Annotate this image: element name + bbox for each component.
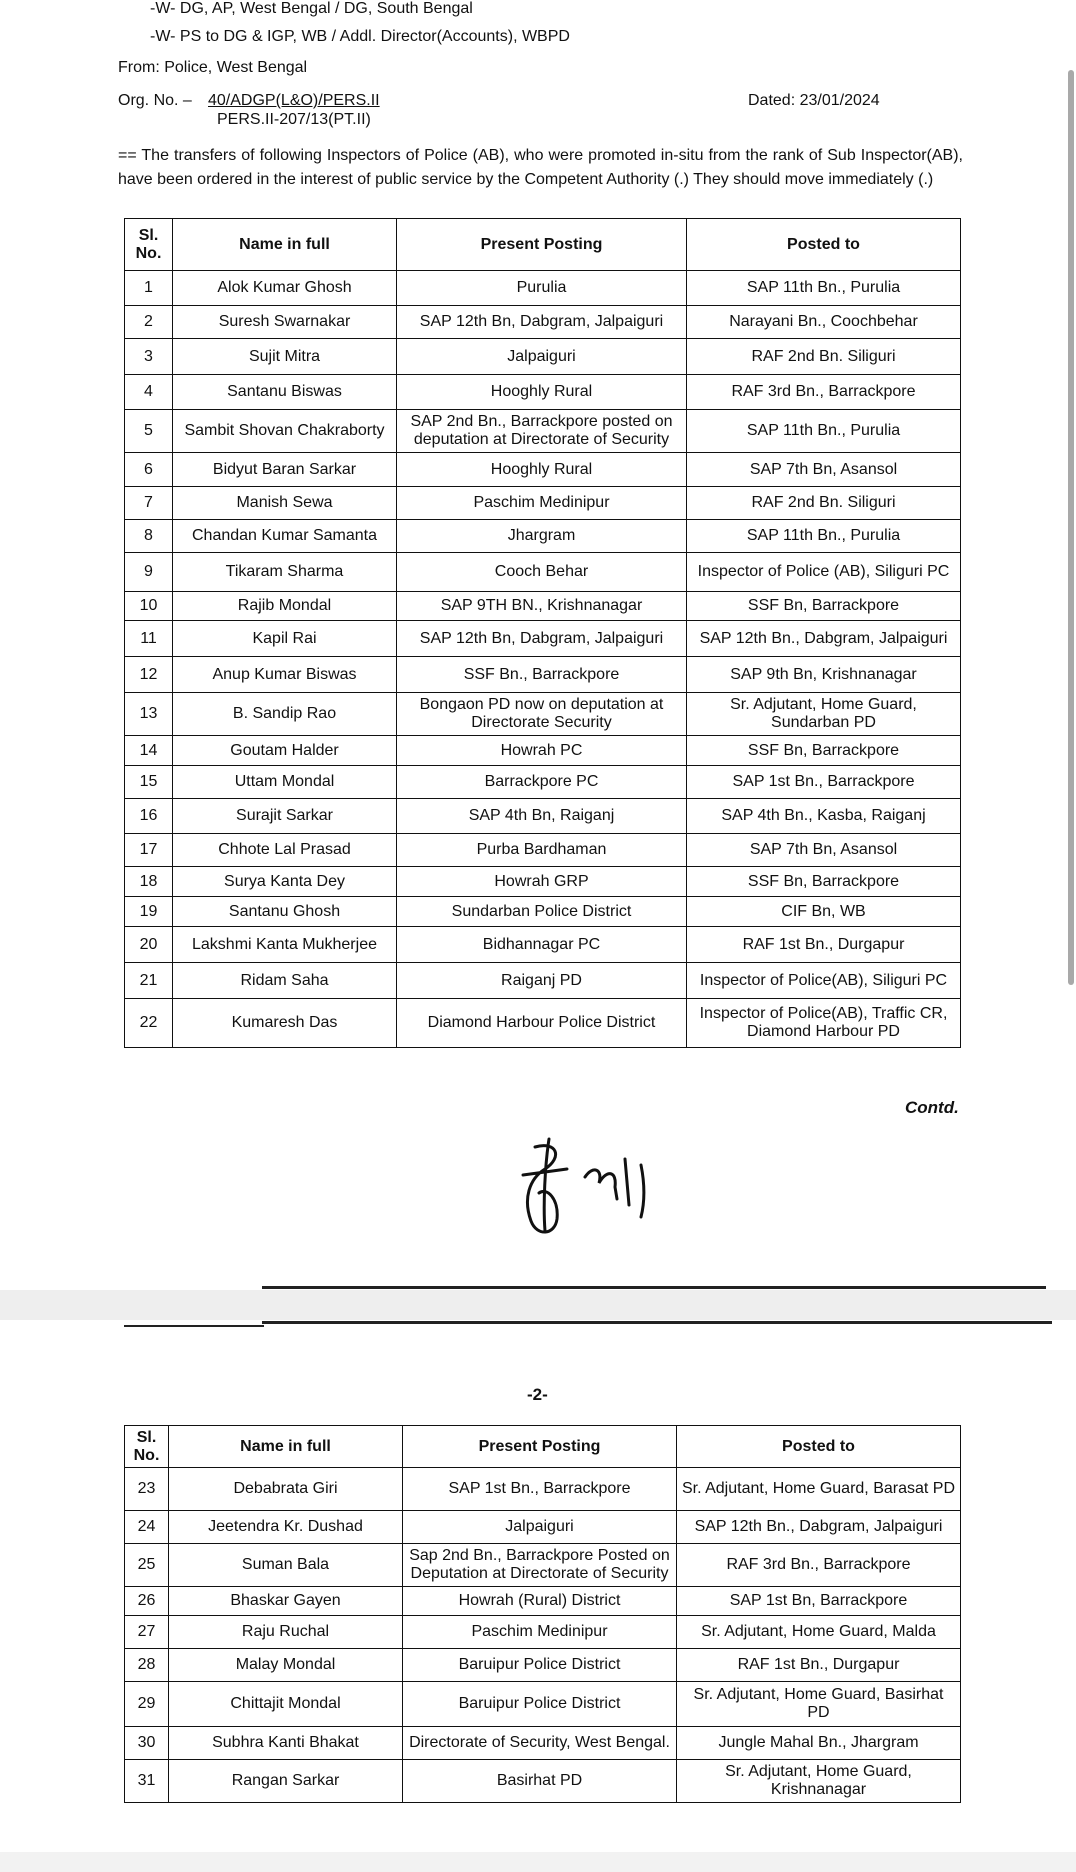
cell-name: Sujit Mitra <box>173 339 397 375</box>
cell-posted-to: SAP 7th Bn, Asansol <box>687 834 961 867</box>
cell-posted-to: Jungle Mahal Bn., Jhargram <box>677 1727 961 1760</box>
page-number: -2- <box>527 1385 548 1404</box>
table-row <box>125 410 961 453</box>
org-number-2: PERS.II-207/13(PT.II) <box>217 111 371 128</box>
cell-sl: 13 <box>125 693 173 736</box>
org-number: 40/ADGP(L&O)/PERS.II <box>208 92 380 109</box>
table-row <box>125 1649 961 1682</box>
transfer-table-page-2 <box>124 1425 961 1803</box>
page-top-rule-left <box>124 1325 264 1327</box>
cell-sl: 2 <box>125 306 173 339</box>
cell-present-posting: Baruipur Police District <box>403 1649 677 1682</box>
cell-sl: 17 <box>125 834 173 867</box>
cell-present-posting: Sap 2nd Bn., Barrackpore Posted on Deputation at Directorate of Security <box>403 1544 677 1587</box>
from-line: From: Police, West Bengal <box>118 59 308 76</box>
cell-sl: 18 <box>125 867 173 897</box>
cell-name: Malay Mondal <box>169 1649 403 1682</box>
cell-posted-to: SSF Bn, Barrackpore <box>687 867 961 897</box>
intro-text: == The transfers of following Inspectors of Police (AB), who were promoted in-situ from the rank of Sub Inspector(AB), have been ordered in the interest of public service by the Competent Authority (.) They should move immediately (.) <box>118 147 963 188</box>
cell-posted-to: SSF Bn, Barrackpore <box>687 592 961 621</box>
cell-sl: 27 <box>125 1616 169 1649</box>
table-row <box>125 1468 961 1511</box>
table-row <box>125 963 961 999</box>
cell-present-posting: Purulia <box>397 271 687 306</box>
cell-sl: 16 <box>125 799 173 834</box>
cell-posted-to: SAP 11th Bn., Purulia <box>687 410 961 453</box>
cell-name: Debabrata Giri <box>169 1468 403 1511</box>
cell-posted-to: CIF Bn, WB <box>687 897 961 927</box>
copy-line-2: -W- PS to DG & IGP, WB / Addl. Director(Accounts), WBPD <box>150 28 570 45</box>
cell-name: Manish Sewa <box>173 487 397 520</box>
cell-present-posting: Howrah GRP <box>397 867 687 897</box>
cell-posted-to: Sr. Adjutant, Home Guard, Krishnanagar <box>677 1760 961 1803</box>
table-row <box>125 736 961 766</box>
cell-present-posting: Howrah (Rural) District <box>403 1587 677 1616</box>
table-row <box>125 1682 961 1727</box>
cell-sl: 10 <box>125 592 173 621</box>
cell-name: Anup Kumar Biswas <box>173 657 397 693</box>
cell-posted-to: RAF 3rd Bn., Barrackpore <box>677 1544 961 1587</box>
cell-present-posting: SSF Bn., Barrackpore <box>397 657 687 693</box>
table-row <box>125 339 961 375</box>
cell-sl: 19 <box>125 897 173 927</box>
table-row <box>125 1544 961 1587</box>
cell-sl: 3 <box>125 339 173 375</box>
cell-name: Alok Kumar Ghosh <box>173 271 397 306</box>
table-row <box>125 1511 961 1544</box>
cell-present-posting: SAP 9TH BN., Krishnanagar <box>397 592 687 621</box>
cell-sl: 29 <box>125 1682 169 1727</box>
table-row <box>125 375 961 410</box>
cell-sl: 14 <box>125 736 173 766</box>
cell-posted-to: RAF 3rd Bn., Barrackpore <box>687 375 961 410</box>
cell-posted-to: SAP 9th Bn, Krishnanagar <box>687 657 961 693</box>
cell-present-posting: Cooch Behar <box>397 553 687 592</box>
cell-name: Suresh Swarnakar <box>173 306 397 339</box>
cell-sl: 9 <box>125 553 173 592</box>
cell-sl: 25 <box>125 1544 169 1587</box>
cell-name: Rangan Sarkar <box>169 1760 403 1803</box>
cell-name: Kapil Rai <box>173 621 397 657</box>
cell-present-posting: Hooghly Rural <box>397 375 687 410</box>
column-header-posted-to: Posted to <box>677 1426 961 1468</box>
cell-posted-to: RAF 2nd Bn. Siliguri <box>687 339 961 375</box>
cell-sl: 11 <box>125 621 173 657</box>
cell-sl: 21 <box>125 963 173 999</box>
table-row <box>125 453 961 487</box>
contd-label: Contd. <box>905 1098 959 1117</box>
cell-present-posting: Diamond Harbour Police District <box>397 999 687 1048</box>
dated: Dated: 23/01/2024 <box>748 92 880 109</box>
cell-present-posting: Paschim Medinipur <box>403 1616 677 1649</box>
cell-name: Subhra Kanti Bhakat <box>169 1727 403 1760</box>
table-row <box>125 999 961 1048</box>
cell-sl: 28 <box>125 1649 169 1682</box>
handwritten-signature <box>505 1135 665 1245</box>
cell-name: Bhaskar Gayen <box>169 1587 403 1616</box>
cell-posted-to: RAF 1st Bn., Durgapur <box>687 927 961 963</box>
cell-present-posting: Sundarban Police District <box>397 897 687 927</box>
cell-present-posting: SAP 12th Bn, Dabgram, Jalpaiguri <box>397 621 687 657</box>
cell-name: Rajib Mondal <box>173 592 397 621</box>
cell-posted-to: SAP 12th Bn., Dabgram, Jalpaiguri <box>677 1511 961 1544</box>
cell-present-posting: Purba Bardhaman <box>397 834 687 867</box>
table-row <box>125 553 961 592</box>
cell-sl: 1 <box>125 271 173 306</box>
cell-name: Tikaram Sharma <box>173 553 397 592</box>
cell-sl: 24 <box>125 1511 169 1544</box>
org-label: Org. No. – <box>118 92 192 109</box>
column-header-present-posting: Present Posting <box>403 1426 677 1468</box>
cell-name: Ridam Saha <box>173 963 397 999</box>
cell-name: Uttam Mondal <box>173 766 397 799</box>
table-header-row <box>125 1426 961 1468</box>
table-row <box>125 271 961 306</box>
cell-posted-to: Sr. Adjutant, Home Guard, Basirhat PD <box>677 1682 961 1727</box>
cell-posted-to: SAP 4th Bn., Kasba, Raiganj <box>687 799 961 834</box>
cell-posted-to: Sr. Adjutant, Home Guard, Barasat PD <box>677 1468 961 1511</box>
page-bottom-rule <box>262 1286 1046 1289</box>
cell-present-posting: SAP 2nd Bn., Barrackpore posted on deputation at Directorate of Security <box>397 410 687 453</box>
table-row <box>125 487 961 520</box>
column-header-present-posting: Present Posting <box>397 219 687 271</box>
cell-sl: 7 <box>125 487 173 520</box>
table-row <box>125 1727 961 1760</box>
cell-present-posting: Bidhannagar PC <box>397 927 687 963</box>
cell-present-posting: Jalpaiguri <box>397 339 687 375</box>
table-row <box>125 799 961 834</box>
page-gap <box>0 1290 1076 1320</box>
cell-sl: 31 <box>125 1760 169 1803</box>
cell-name: Santanu Biswas <box>173 375 397 410</box>
copy-line-1: -W- DG, AP, West Bengal / DG, South Bengal <box>150 0 473 17</box>
table-row <box>125 520 961 553</box>
cell-posted-to: SAP 12th Bn., Dabgram, Jalpaiguri <box>687 621 961 657</box>
cell-name: Raju Ruchal <box>169 1616 403 1649</box>
cell-posted-to: Sr. Adjutant, Home Guard, Malda <box>677 1616 961 1649</box>
cell-name: Chandan Kumar Samanta <box>173 520 397 553</box>
table-row <box>125 927 961 963</box>
cell-name: Chhote Lal Prasad <box>173 834 397 867</box>
cell-present-posting: Howrah PC <box>397 736 687 766</box>
cell-present-posting: SAP 12th Bn, Dabgram, Jalpaiguri <box>397 306 687 339</box>
cell-posted-to: Inspector of Police(AB), Traffic CR, Diamond Harbour PD <box>687 999 961 1048</box>
table-row <box>125 657 961 693</box>
cell-name: Jeetendra Kr. Dushad <box>169 1511 403 1544</box>
table-row <box>125 1760 961 1803</box>
cell-name: Bidyut Baran Sarkar <box>173 453 397 487</box>
table-row <box>125 834 961 867</box>
cell-present-posting: Hooghly Rural <box>397 453 687 487</box>
table-row <box>125 693 961 736</box>
cell-sl: 20 <box>125 927 173 963</box>
cell-posted-to: Sr. Adjutant, Home Guard, Sundarban PD <box>687 693 961 736</box>
cell-name: Goutam Halder <box>173 736 397 766</box>
cell-posted-to: RAF 1st Bn., Durgapur <box>677 1649 961 1682</box>
cell-name: Surya Kanta Dey <box>173 867 397 897</box>
column-header-posted-to: Posted to <box>687 219 961 271</box>
cell-present-posting: Jhargram <box>397 520 687 553</box>
cell-posted-to: SAP 1st Bn, Barrackpore <box>677 1587 961 1616</box>
cell-posted-to: SAP 11th Bn., Purulia <box>687 520 961 553</box>
transfer-table-page-1 <box>124 218 961 1048</box>
cell-name: B. Sandip Rao <box>173 693 397 736</box>
table-row <box>125 867 961 897</box>
table-header-row <box>125 219 961 271</box>
column-header-name: Name in full <box>169 1426 403 1468</box>
cell-sl: 15 <box>125 766 173 799</box>
cell-name: Chittajit Mondal <box>169 1682 403 1727</box>
cell-present-posting: Directorate of Security, West Bengal. <box>403 1727 677 1760</box>
column-header-sl: Sl. No. <box>125 1426 169 1468</box>
cell-present-posting: Raiganj PD <box>397 963 687 999</box>
cell-sl: 5 <box>125 410 173 453</box>
cell-name: Kumaresh Das <box>173 999 397 1048</box>
cell-present-posting: Bongaon PD now on deputation at Directorate Security <box>397 693 687 736</box>
cell-present-posting: SAP 1st Bn., Barrackpore <box>403 1468 677 1511</box>
table-row <box>125 1616 961 1649</box>
column-header-sl: Sl. No. <box>125 219 173 271</box>
cell-sl: 4 <box>125 375 173 410</box>
cell-sl: 12 <box>125 657 173 693</box>
cell-posted-to: SAP 1st Bn., Barrackpore <box>687 766 961 799</box>
cell-present-posting: Jalpaiguri <box>403 1511 677 1544</box>
cell-name: Santanu Ghosh <box>173 897 397 927</box>
cell-present-posting: Basirhat PD <box>403 1760 677 1803</box>
cell-sl: 30 <box>125 1727 169 1760</box>
table-row <box>125 897 961 927</box>
cell-sl: 26 <box>125 1587 169 1616</box>
table-row <box>125 621 961 657</box>
table-row <box>125 306 961 339</box>
cell-present-posting: SAP 4th Bn, Raiganj <box>397 799 687 834</box>
cell-sl: 6 <box>125 453 173 487</box>
cell-sl: 22 <box>125 999 173 1048</box>
cell-sl: 8 <box>125 520 173 553</box>
cell-sl: 23 <box>125 1468 169 1511</box>
cell-posted-to: RAF 2nd Bn. Siliguri <box>687 487 961 520</box>
cell-name: Lakshmi Kanta Mukherjee <box>173 927 397 963</box>
cell-posted-to: Narayani Bn., Coochbehar <box>687 306 961 339</box>
cell-present-posting: Baruipur Police District <box>403 1682 677 1727</box>
table-row <box>125 592 961 621</box>
cell-name: Suman Bala <box>169 1544 403 1587</box>
cell-posted-to: Inspector of Police(AB), Siliguri PC <box>687 963 961 999</box>
cell-posted-to: SAP 11th Bn., Purulia <box>687 271 961 306</box>
cell-name: Surajit Sarkar <box>173 799 397 834</box>
table-row <box>125 1587 961 1616</box>
cell-posted-to: SSF Bn, Barrackpore <box>687 736 961 766</box>
cell-posted-to: Inspector of Police (AB), Siliguri PC <box>687 553 961 592</box>
cell-present-posting: Barrackpore PC <box>397 766 687 799</box>
page-top-rule <box>262 1321 1052 1324</box>
table-row <box>125 766 961 799</box>
cell-posted-to: SAP 7th Bn, Asansol <box>687 453 961 487</box>
cell-present-posting: Paschim Medinipur <box>397 487 687 520</box>
viewport-bottom-edge <box>0 1852 1076 1872</box>
cell-name: Sambit Shovan Chakraborty <box>173 410 397 453</box>
column-header-name: Name in full <box>173 219 397 271</box>
